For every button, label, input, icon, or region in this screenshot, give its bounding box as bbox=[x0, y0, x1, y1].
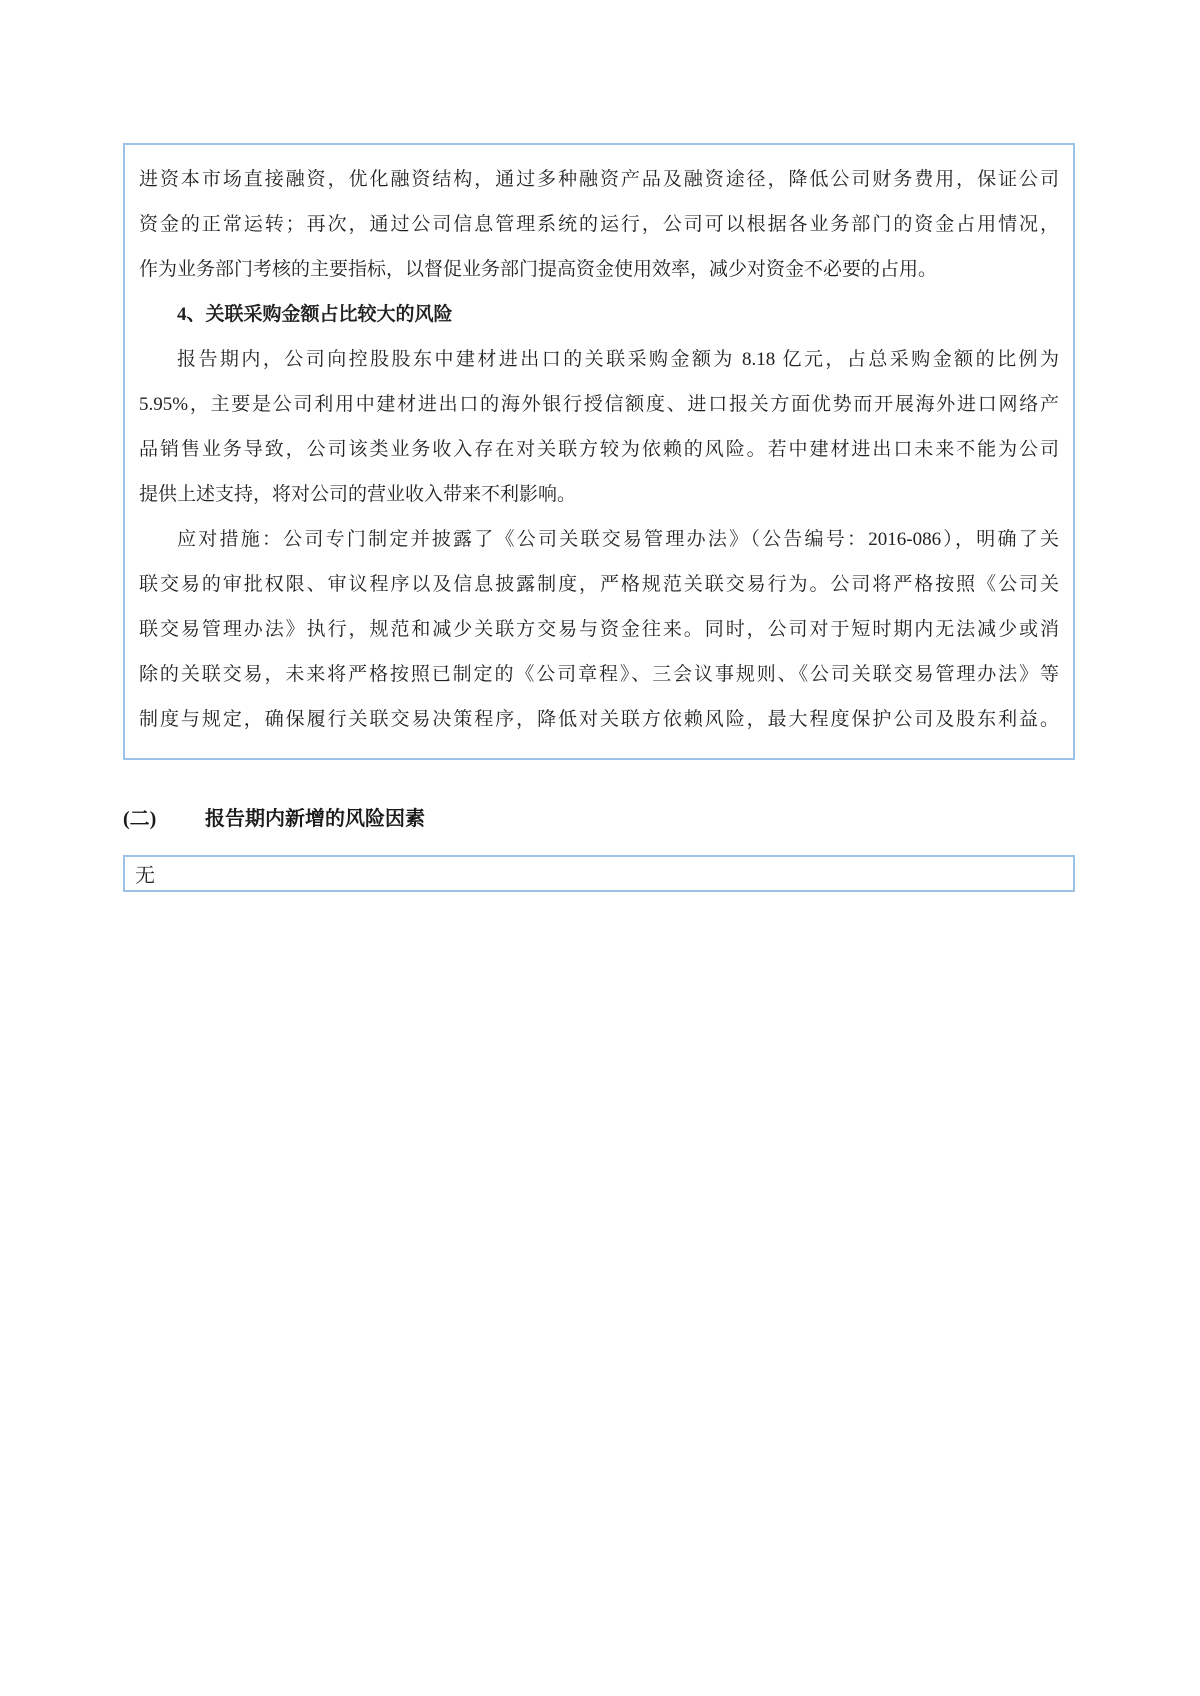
text-line: 进资本市场直接融资，优化融资结构，通过多种融资产品及融资途径，降低公司财务费用，保证公司 bbox=[139, 169, 1059, 190]
text-line: 提供上述支持，将对公司的营业收入带来不利影响。 bbox=[139, 484, 577, 505]
text-line: 联交易管理办法》执行，规范和减少关联方交易与资金往来。同时，公司对于短时期内无法减少或消 bbox=[139, 619, 1059, 640]
text-line: 资金的正常运转；再次，通过公司信息管理系统的运行，公司可以根据各业务部门的资金占用情况， bbox=[139, 214, 1059, 235]
none-value: 无 bbox=[135, 865, 155, 887]
text-line: 报告期内，公司向控股股东中建材进出口的关联采购金额为 8.18 亿元，占总采购金额的比例为 bbox=[177, 349, 1059, 370]
text-line: 除的关联交易，未来将严格按照已制定的《公司章程》、三会议事规则、《公司关联交易管理办法》等 bbox=[139, 664, 1059, 685]
text-line: 品销售业务导致，公司该类业务收入存在对关联方较为依赖的风险。若中建材进出口未来不能为公司 bbox=[139, 439, 1059, 460]
section-title: 报告期内新增的风险因素 bbox=[205, 808, 425, 830]
section-number: (二) bbox=[123, 808, 157, 830]
text-line: 联交易的审批权限、审议程序以及信息披露制度，严格规范关联交易行为。公司将严格按照《公司关 bbox=[139, 574, 1059, 595]
text-line: 制度与规定，确保履行关联交易决策程序，降低对关联方依赖风险，最大程度保护公司及股东利益。 bbox=[139, 709, 1059, 730]
text-line: 4、关联采购金额占比较大的风险 bbox=[177, 304, 453, 325]
risk-factors-text-box[interactable] bbox=[123, 143, 1075, 760]
new-risk-factors-box[interactable] bbox=[123, 855, 1075, 892]
text-line: 应对措施：公司专门制定并披露了《公司关联交易管理办法》（公告编号：2016-086），明确了关 bbox=[177, 529, 1059, 550]
section-heading bbox=[123, 806, 1075, 832]
text-line: 作为业务部门考核的主要指标，以督促业务部门提高资金使用效率，减少对资金不必要的占用。 bbox=[139, 259, 938, 280]
text-line: 5.95%，主要是公司利用中建材进出口的海外银行授信额度、进口报关方面优势而开展海外进口网络产 bbox=[139, 394, 1059, 415]
